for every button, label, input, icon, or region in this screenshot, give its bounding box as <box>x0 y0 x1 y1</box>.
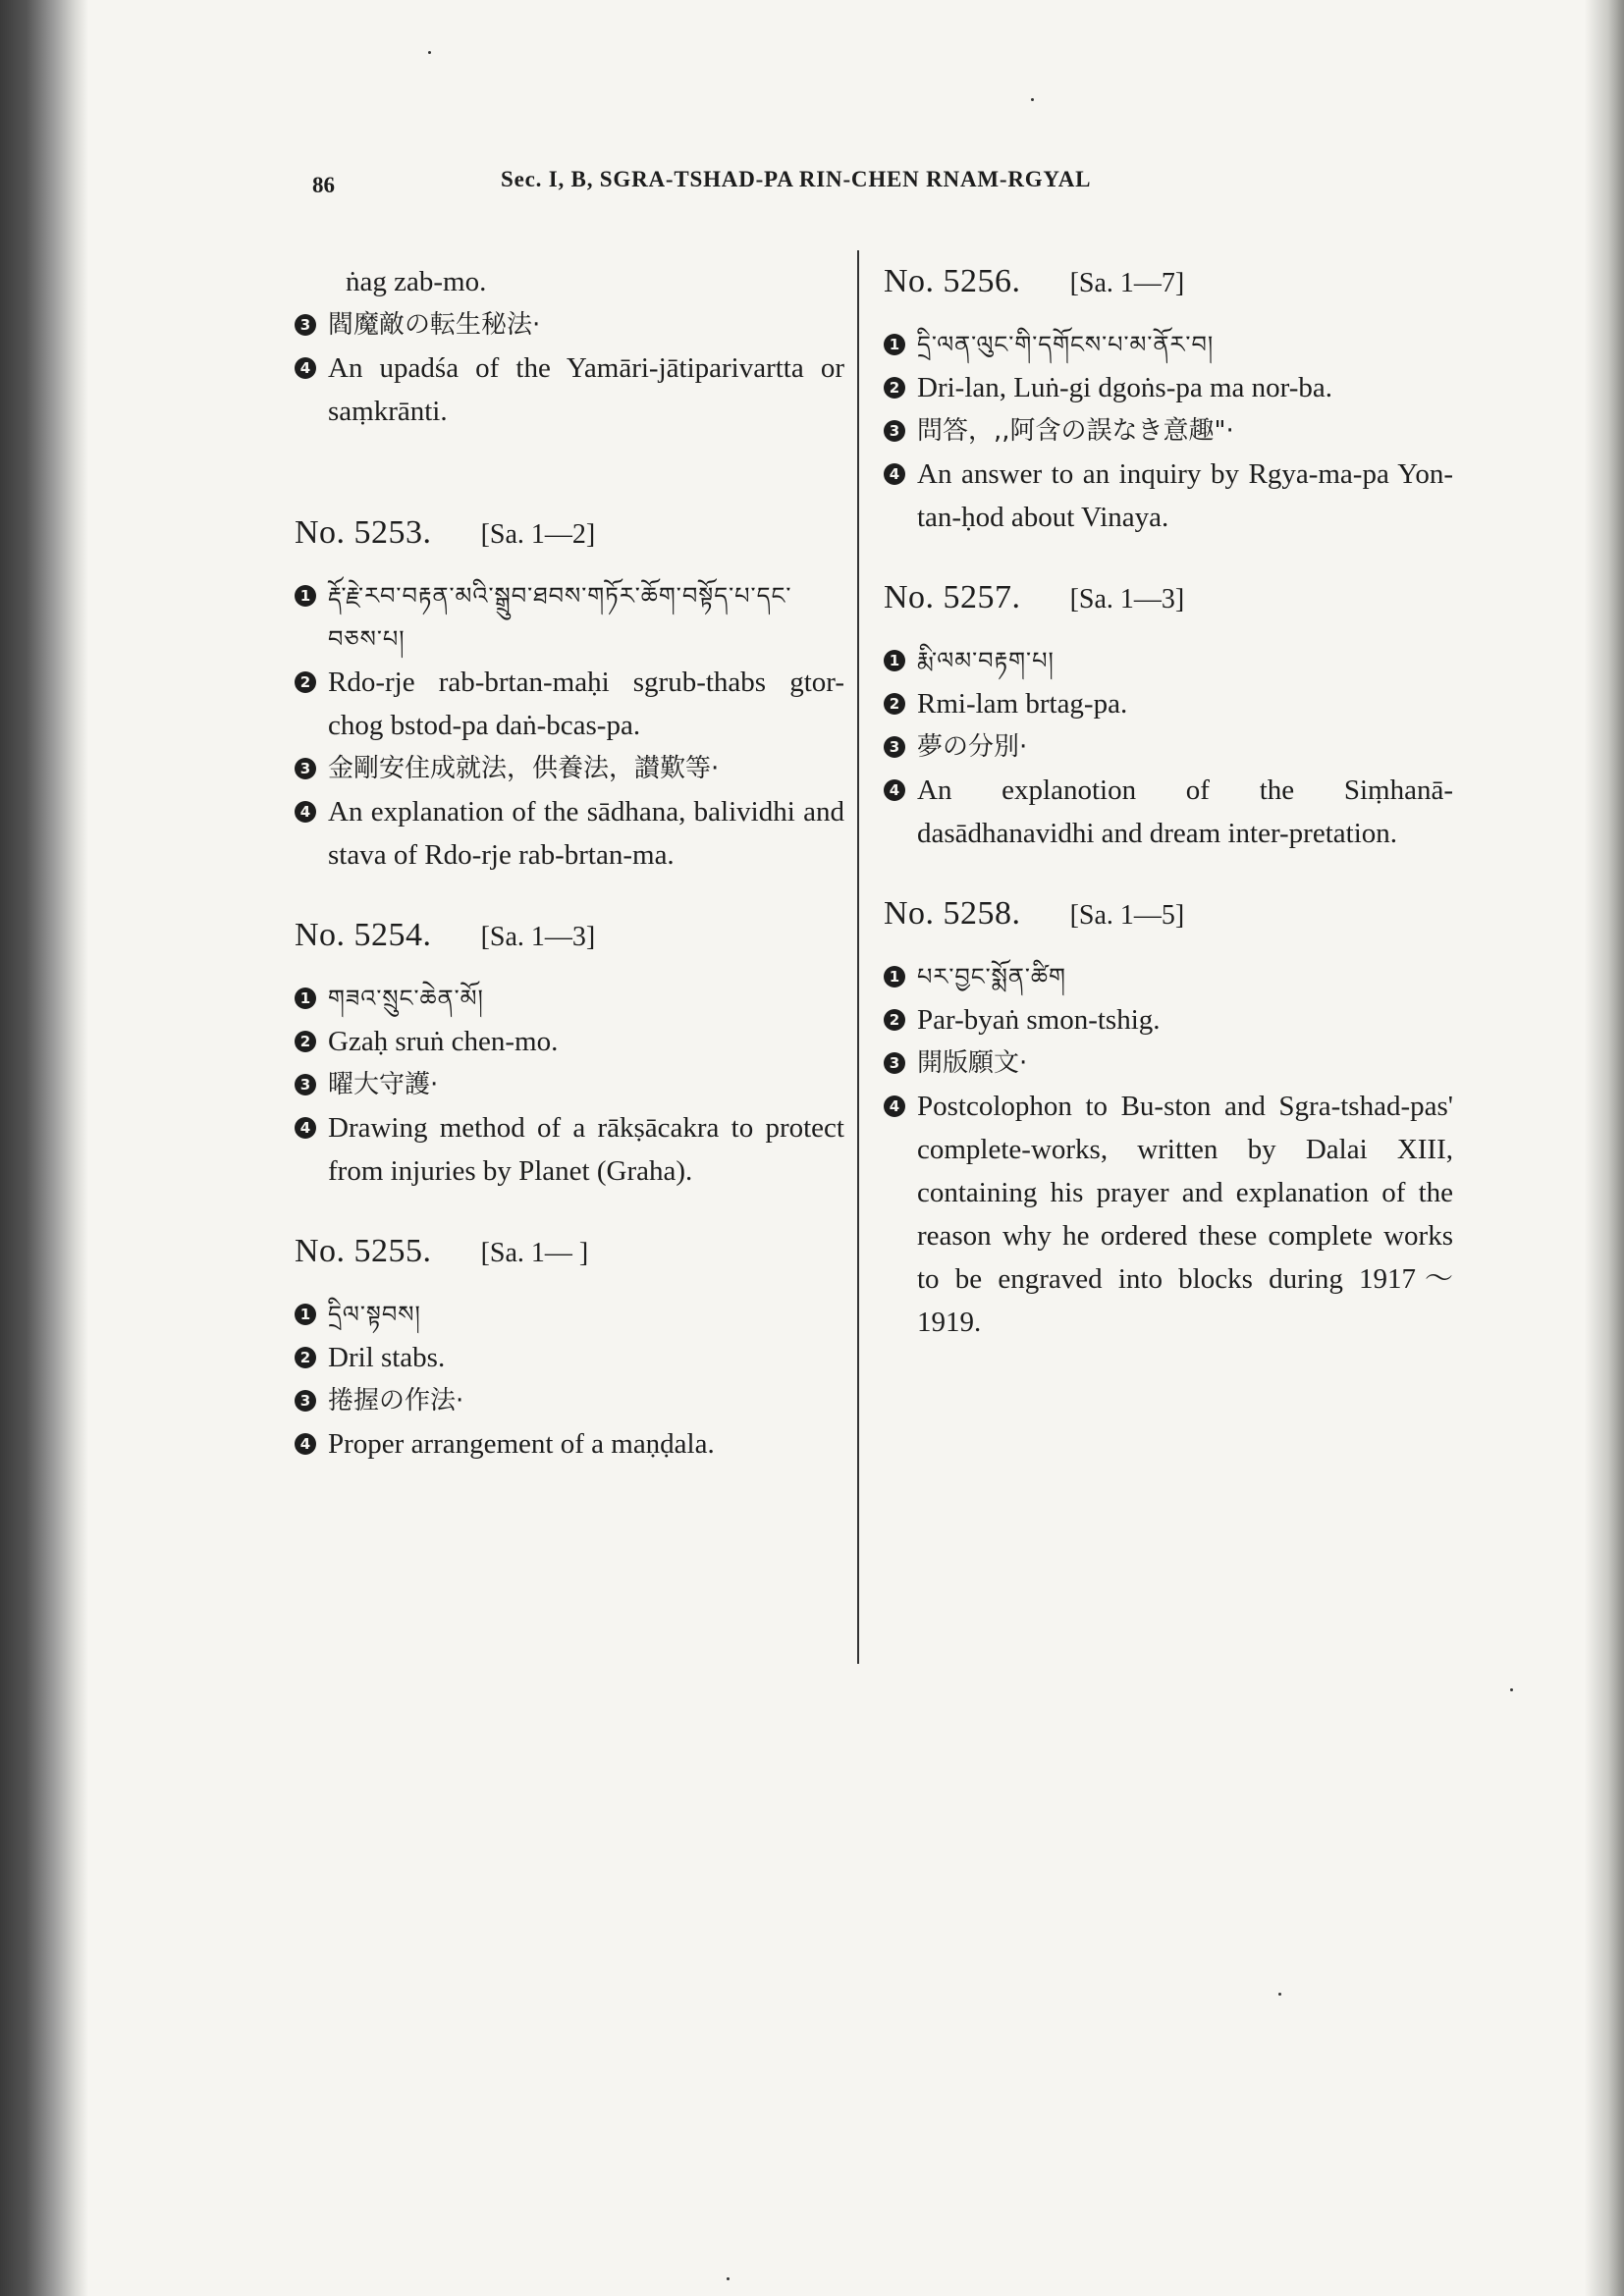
list-item <box>884 453 1453 539</box>
entry-number: No. 5253. <box>295 514 432 551</box>
tibetan-title: གཟའ་སྲུང་ཆེན་མོ། <box>328 985 484 1012</box>
circled-number-4: 4 <box>295 801 316 823</box>
transliteration: Dril stabs. <box>328 1342 446 1373</box>
scan-speck <box>1510 1688 1513 1691</box>
entry-number: No. 5257. <box>884 579 1021 615</box>
list-item <box>884 998 1453 1041</box>
list-item <box>295 977 844 1020</box>
english-description: An answer to an inquiry by Rgya-ma-pa Yon-tan-ḥod about Vinaya. <box>917 458 1453 533</box>
circled-number-1: 1 <box>884 650 905 671</box>
list-item <box>295 1422 844 1466</box>
entry-5253 <box>295 511 844 877</box>
list-item <box>295 1020 844 1063</box>
japanese-title: 曜大守護· <box>328 1070 439 1099</box>
list-item <box>295 574 844 661</box>
transliteration: Rdo-rje rab-brtan-maḥi sgrub-thabs gtor-chog bstod-pa daṅ-bcas-pa. <box>328 667 844 741</box>
entry-5257 <box>884 576 1453 855</box>
column-divider <box>857 250 859 1664</box>
circled-number-4: 4 <box>295 1117 316 1139</box>
continuation-line: ṅag zab-mo. <box>346 266 487 297</box>
english-description: An explanotion of the Siṃhanā-dasādhanavidhi and dream inter-pretation. <box>917 774 1453 849</box>
japanese-title: 開版願文· <box>917 1048 1028 1078</box>
continuation-entry <box>295 260 844 433</box>
page-binding-shadow <box>0 0 88 2296</box>
entry-number: No. 5258. <box>884 895 1021 932</box>
list-item <box>295 1379 844 1422</box>
scan-speck <box>1031 98 1034 101</box>
japanese-title: 問答，,,阿含の誤なき意趣"· <box>917 416 1234 446</box>
english-description: Postcolophon to Bu-ston and Sgra-tshad-pas' complete-works, written by Dalai XIII, containing his prayer and explanation of the reason why he ordered these complete works to be engraved into blocks during 1917～1919. <box>917 1091 1453 1338</box>
scan-speck <box>428 51 431 54</box>
circled-number-3: 3 <box>295 758 316 779</box>
list-item <box>295 1106 844 1193</box>
circled-number-1: 1 <box>884 966 905 988</box>
list-item <box>295 1336 844 1379</box>
list-item <box>884 323 1453 366</box>
entry-reference: [Sa. 1—7] <box>1069 268 1185 298</box>
list-item <box>884 639 1453 682</box>
circled-number-2: 2 <box>884 693 905 715</box>
list-item <box>295 790 844 877</box>
scan-speck <box>1278 1993 1281 1996</box>
entry-reference: [Sa. 1—2] <box>480 519 596 550</box>
japanese-title: 捲握の作法· <box>328 1386 464 1415</box>
running-head: Sec. I, B, SGRA-TSHAD-PA RIN-CHEN RNAM-RGYAL <box>501 167 1092 191</box>
entry-5255 <box>295 1230 844 1466</box>
list-item <box>884 366 1453 409</box>
circled-number-2: 2 <box>884 377 905 399</box>
list-item <box>295 303 844 347</box>
tibetan-title: པར་བྱང་སྨོན་ཚིག <box>917 963 1066 990</box>
circled-number-3: 3 <box>295 1390 316 1412</box>
circled-number-3: 3 <box>295 314 316 336</box>
circled-number-2: 2 <box>295 1031 316 1052</box>
entry-reference: [Sa. 1— ] <box>480 1238 589 1268</box>
list-item <box>884 682 1453 725</box>
circled-number-4: 4 <box>295 357 316 379</box>
entry-reference: [Sa. 1—3] <box>1069 584 1185 614</box>
english-description: Drawing method of a rākṣācakra to protect from injuries by Planet (Graha). <box>328 1112 844 1187</box>
transliteration: Rmi-lam brtag-pa. <box>917 688 1128 720</box>
page-edge-shadow <box>1585 0 1624 2296</box>
list-item <box>295 1063 844 1106</box>
scan-speck <box>727 2277 730 2280</box>
circled-number-1: 1 <box>295 585 316 607</box>
circled-number-3: 3 <box>884 1052 905 1074</box>
circled-number-3: 3 <box>884 420 905 442</box>
circled-number-1: 1 <box>884 334 905 355</box>
tibetan-title: རྨི་ལམ་བརྟག་པ། <box>917 647 1055 674</box>
circled-number-2: 2 <box>295 1347 316 1368</box>
circled-number-2: 2 <box>295 671 316 693</box>
circled-number-3: 3 <box>884 736 905 758</box>
circled-number-4: 4 <box>884 779 905 801</box>
list-item <box>295 661 844 747</box>
circled-number-1: 1 <box>295 1304 316 1325</box>
list-item <box>295 747 844 790</box>
entry-reference: [Sa. 1—5] <box>1069 900 1185 931</box>
tibetan-title: དྲིལ་སྟབས། <box>328 1301 421 1328</box>
circled-number-2: 2 <box>884 1009 905 1031</box>
english-description: An explanation of the sādhana, balividhi and stava of Rdo-rje rab-brtan-ma. <box>328 796 844 871</box>
entry-number: No. 5255. <box>295 1233 432 1269</box>
english-description: Proper arrangement of a maṇḍala. <box>328 1428 715 1460</box>
tibetan-title: དྲི་ལན་ལུང་གི་དགོངས་པ་མ་ནོར་བ། <box>917 331 1215 358</box>
entry-number: No. 5254. <box>295 917 432 953</box>
transliteration: Gzaḥ sruṅ chen-mo. <box>328 1026 559 1057</box>
list-item <box>884 725 1453 769</box>
japanese-title: 閻魔敵の転生秘法· <box>328 310 541 340</box>
japanese-title: 夢の分別· <box>917 732 1028 762</box>
entry-5258 <box>884 892 1453 1344</box>
transliteration: Par-byaṅ smon-tshig. <box>917 1004 1161 1036</box>
page-number: 86 <box>312 173 335 197</box>
japanese-title: 金剛安住成就法，供養法，讃歎等· <box>328 754 720 783</box>
circled-number-4: 4 <box>884 1095 905 1117</box>
list-item <box>884 409 1453 453</box>
entry-reference: [Sa. 1—3] <box>480 922 596 952</box>
list-item <box>884 955 1453 998</box>
left-column <box>295 260 844 1503</box>
tibetan-title: རྡོ་རྗེ་རབ་བརྟན་མའི་སྒྲུབ་ཐབས་གཏོར་ཆོག་བསྟོད་པ་དང་བཅས་པ། <box>328 582 792 653</box>
list-item <box>884 1041 1453 1085</box>
circled-number-3: 3 <box>295 1074 316 1095</box>
list-item <box>884 1085 1453 1344</box>
circled-number-4: 4 <box>884 463 905 485</box>
list-item <box>884 769 1453 855</box>
list-item <box>295 1293 844 1336</box>
english-description: An upadśa of the Yamāri-jātiparivartta or saṃkrānti. <box>328 352 844 427</box>
entry-5254 <box>295 914 844 1193</box>
entry-5256 <box>884 260 1453 539</box>
circled-number-1: 1 <box>295 988 316 1009</box>
circled-number-4: 4 <box>295 1433 316 1455</box>
transliteration: Dri-lan, Luṅ-gi dgoṅs-pa ma nor-ba. <box>917 372 1333 403</box>
entry-number: No. 5256. <box>884 263 1021 299</box>
right-column <box>884 260 1453 1381</box>
list-item <box>295 347 844 433</box>
